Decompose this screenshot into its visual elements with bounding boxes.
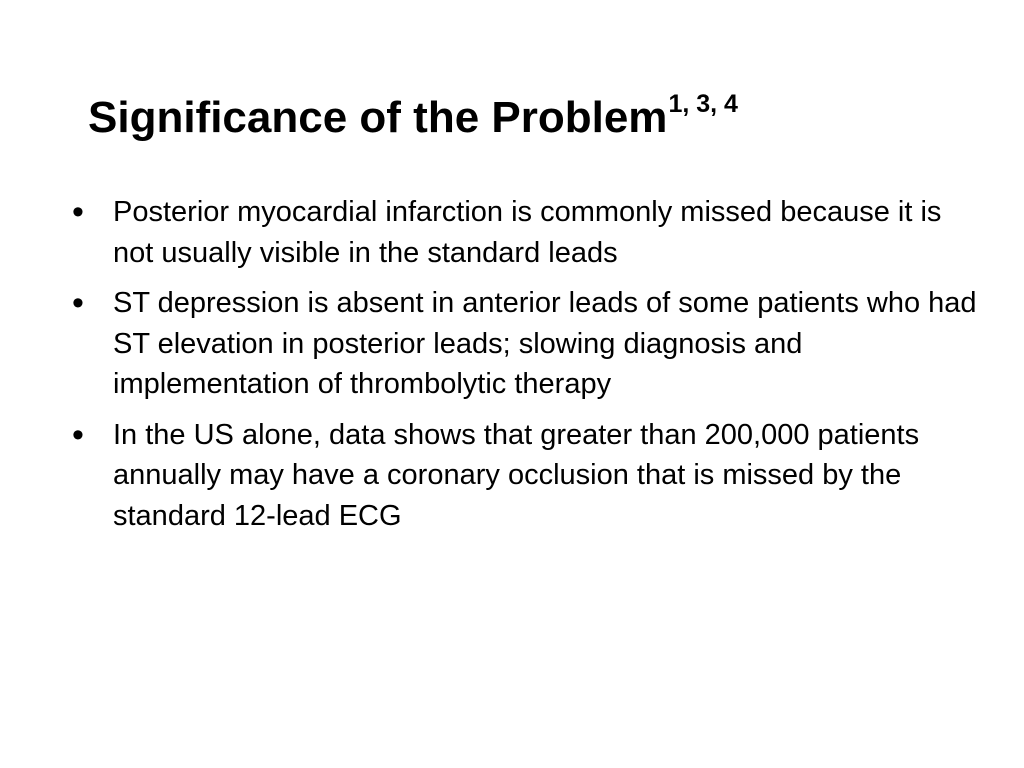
bullet-item bbox=[0, 192, 1024, 273]
bullet-icon: • bbox=[72, 415, 84, 454]
bullet-list bbox=[0, 192, 1024, 546]
slide-title-text: Significance of the Problem bbox=[88, 93, 668, 142]
bullet-item bbox=[0, 415, 1024, 537]
slide-title bbox=[88, 88, 738, 148]
bullet-text: In the US alone, data shows that greater than 200,000 patients annually may have a coronary occlusion that is missed by the standard 12-lead ECG bbox=[113, 418, 920, 532]
bullet-text: ST depression is absent in anterior leads of some patients who had ST elevation in posterior leads; slowing diagnosis and implementation of thrombolytic therapy bbox=[113, 287, 977, 400]
bullet-item bbox=[0, 283, 1024, 405]
bullet-icon: • bbox=[72, 193, 84, 231]
slide-title-citation: 1, 3, 4 bbox=[668, 90, 738, 119]
bullet-text: Posterior myocardial infarction is commonly missed because it is not usually visible in the standard leads bbox=[113, 196, 942, 269]
bullet-icon: • bbox=[72, 284, 84, 322]
